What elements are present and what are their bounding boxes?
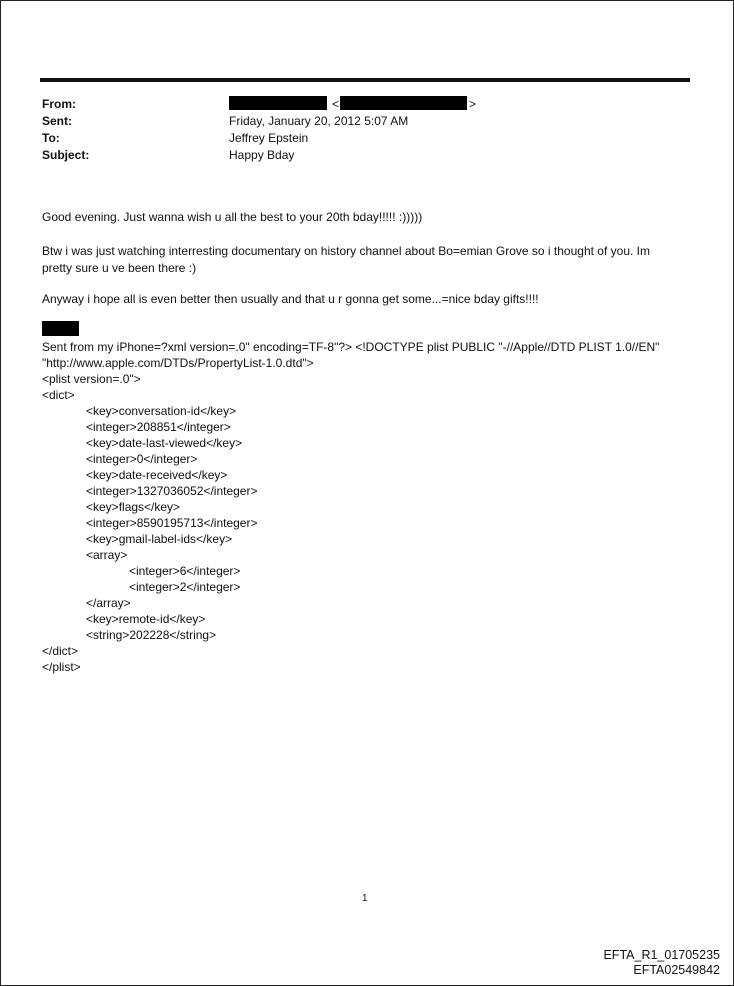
xml-line: </array> bbox=[86, 596, 131, 610]
xml-line: <integer>0</integer> bbox=[86, 452, 198, 466]
xml-line-dict-open: <dict> bbox=[42, 388, 75, 402]
from-label: From: bbox=[42, 97, 76, 111]
xml-line-plist-open: <plist version=.0"> bbox=[42, 372, 141, 386]
sender-email-open-bracket: < bbox=[332, 97, 340, 111]
page-number: 1 bbox=[362, 893, 368, 904]
xml-line: <integer>208851</integer> bbox=[86, 420, 231, 434]
xml-line: <integer>2</integer> bbox=[129, 580, 241, 594]
redacted-signature bbox=[42, 321, 79, 336]
bates-number-1: EFTA_R1_01705235 bbox=[603, 948, 720, 962]
xml-line: <key>flags</key> bbox=[86, 500, 181, 514]
sent-value: Friday, January 20, 2012 5:07 AM bbox=[229, 114, 409, 128]
bates-number-2: EFTA02549842 bbox=[633, 963, 720, 977]
xml-line: <string>202228</string> bbox=[86, 628, 217, 642]
xml-line: <integer>6</integer> bbox=[129, 564, 241, 578]
xml-line-dict-close: </dict> bbox=[42, 644, 79, 658]
sent-label: Sent: bbox=[42, 114, 72, 128]
xml-line: <key>remote-id</key> bbox=[86, 612, 206, 626]
body-paragraph-2: Btw i was just watching interresting documentary on history channel about Bo=emian Grove so i thought of you. Im pretty sure u ve been there :) bbox=[42, 244, 650, 275]
xml-line: <key>conversation-id</key> bbox=[86, 404, 237, 418]
xml-line: <integer>1327036052</integer> bbox=[86, 484, 258, 498]
xml-line-dtd-url: "http://www.apple.com/DTDs/PropertyList-1.0.dtd"> bbox=[42, 356, 314, 370]
sender-email-close-bracket: > bbox=[469, 97, 477, 111]
xml-line-sent-from: Sent from my iPhone=?xml version=.0" encoding=TF-8"?> <!DOCTYPE plist PUBLIC "-//Apple//DTD PLIST 1.0//EN" bbox=[42, 340, 660, 354]
xml-line: <array> bbox=[86, 548, 128, 562]
xml-line-plist-close: </plist> bbox=[42, 660, 81, 674]
body-paragraph-3: Anyway i hope all is even better then usually and that u r gonna get some...=nice bday gifts!!!! bbox=[42, 292, 539, 306]
subject-value: Happy Bday bbox=[229, 148, 295, 162]
to-value: Jeffrey Epstein bbox=[229, 131, 309, 145]
body-paragraph-1: Good evening. Just wanna wish u all the best to your 20th bday!!!!! :))))) bbox=[42, 210, 423, 224]
header-rule bbox=[40, 78, 690, 82]
to-label: To: bbox=[42, 131, 60, 145]
subject-label: Subject: bbox=[42, 148, 90, 162]
xml-line: <key>date-received</key> bbox=[86, 468, 228, 482]
redacted-sender-name bbox=[229, 96, 327, 110]
redacted-sender-email bbox=[340, 96, 467, 110]
xml-line: <key>gmail-label-ids</key> bbox=[86, 532, 233, 546]
xml-line: <key>date-last-viewed</key> bbox=[86, 436, 243, 450]
xml-line: <integer>8590195713</integer> bbox=[86, 516, 258, 530]
